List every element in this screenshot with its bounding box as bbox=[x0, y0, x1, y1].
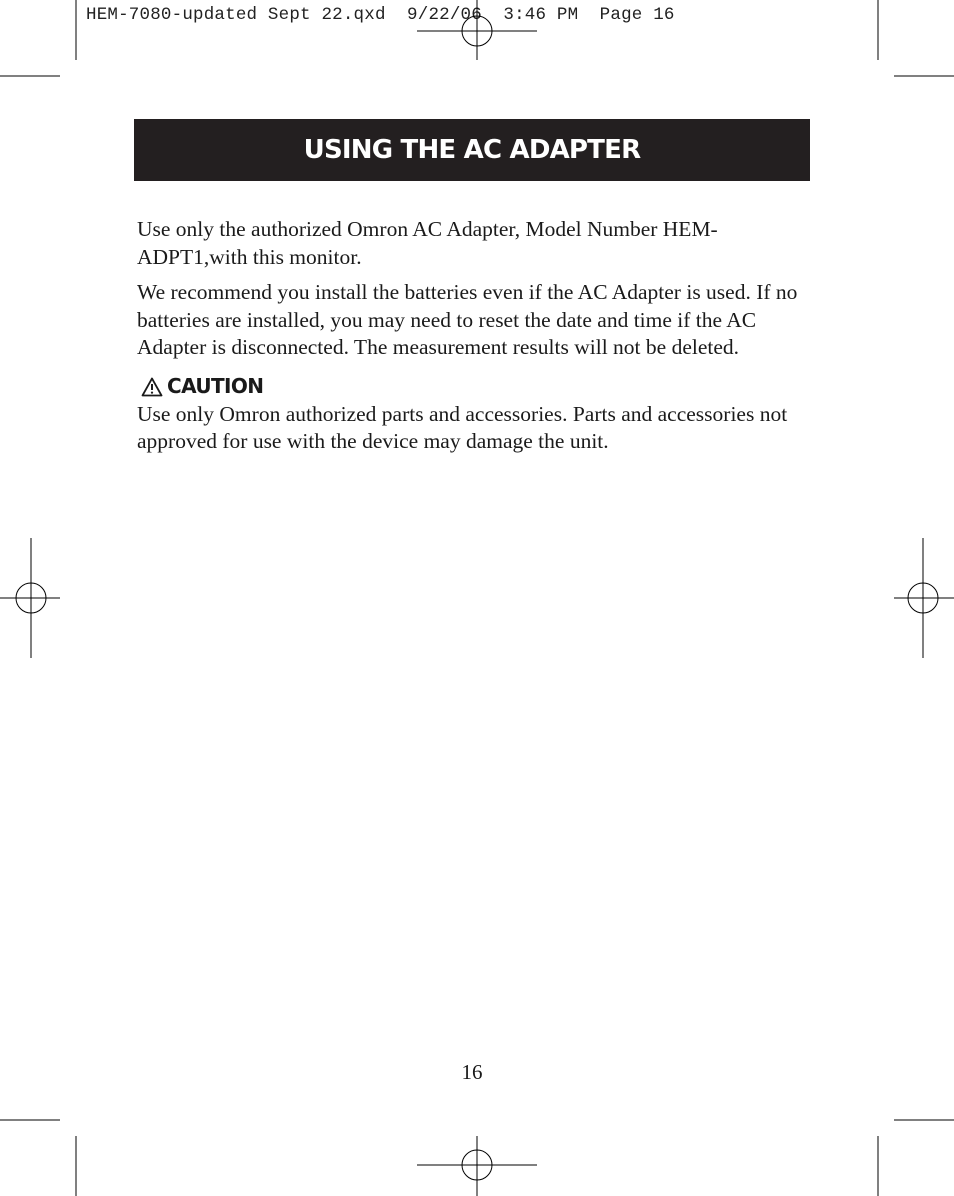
page-number: 16 bbox=[461, 1060, 483, 1084]
section-title: USING THE AC ADAPTER bbox=[303, 135, 641, 165]
registration-mark-top bbox=[417, 0, 537, 60]
caution-text: Use only Omron authorized parts and accessories. Parts and accessories not approved for use with the device may damage the unit. bbox=[137, 401, 788, 453]
section-title-banner bbox=[134, 119, 810, 181]
registration-mark-left bbox=[0, 538, 60, 658]
print-slug-line: HEM-7080-updated Sept 22.qxd 9/22/06 3:46 PM Page 16 bbox=[86, 5, 675, 25]
caution-label: CAUTION bbox=[167, 374, 264, 399]
registration-mark-right bbox=[894, 538, 954, 658]
page-content bbox=[137, 216, 817, 464]
caution-heading bbox=[137, 374, 817, 401]
warning-triangle-icon bbox=[141, 377, 163, 397]
battery-recommendation-paragraph: We recommend you install the batteries even if the AC Adapter is used. If no batteries are installed, you may need to reset the date and time if the AC Adapter is disconnected. The measurement results will not be deleted. bbox=[137, 280, 798, 359]
adapter-model-paragraph: Use only the authorized Omron AC Adapter, Model Number HEM-ADPT1,with this monitor. bbox=[137, 217, 718, 269]
registration-mark-bottom bbox=[417, 1136, 537, 1196]
